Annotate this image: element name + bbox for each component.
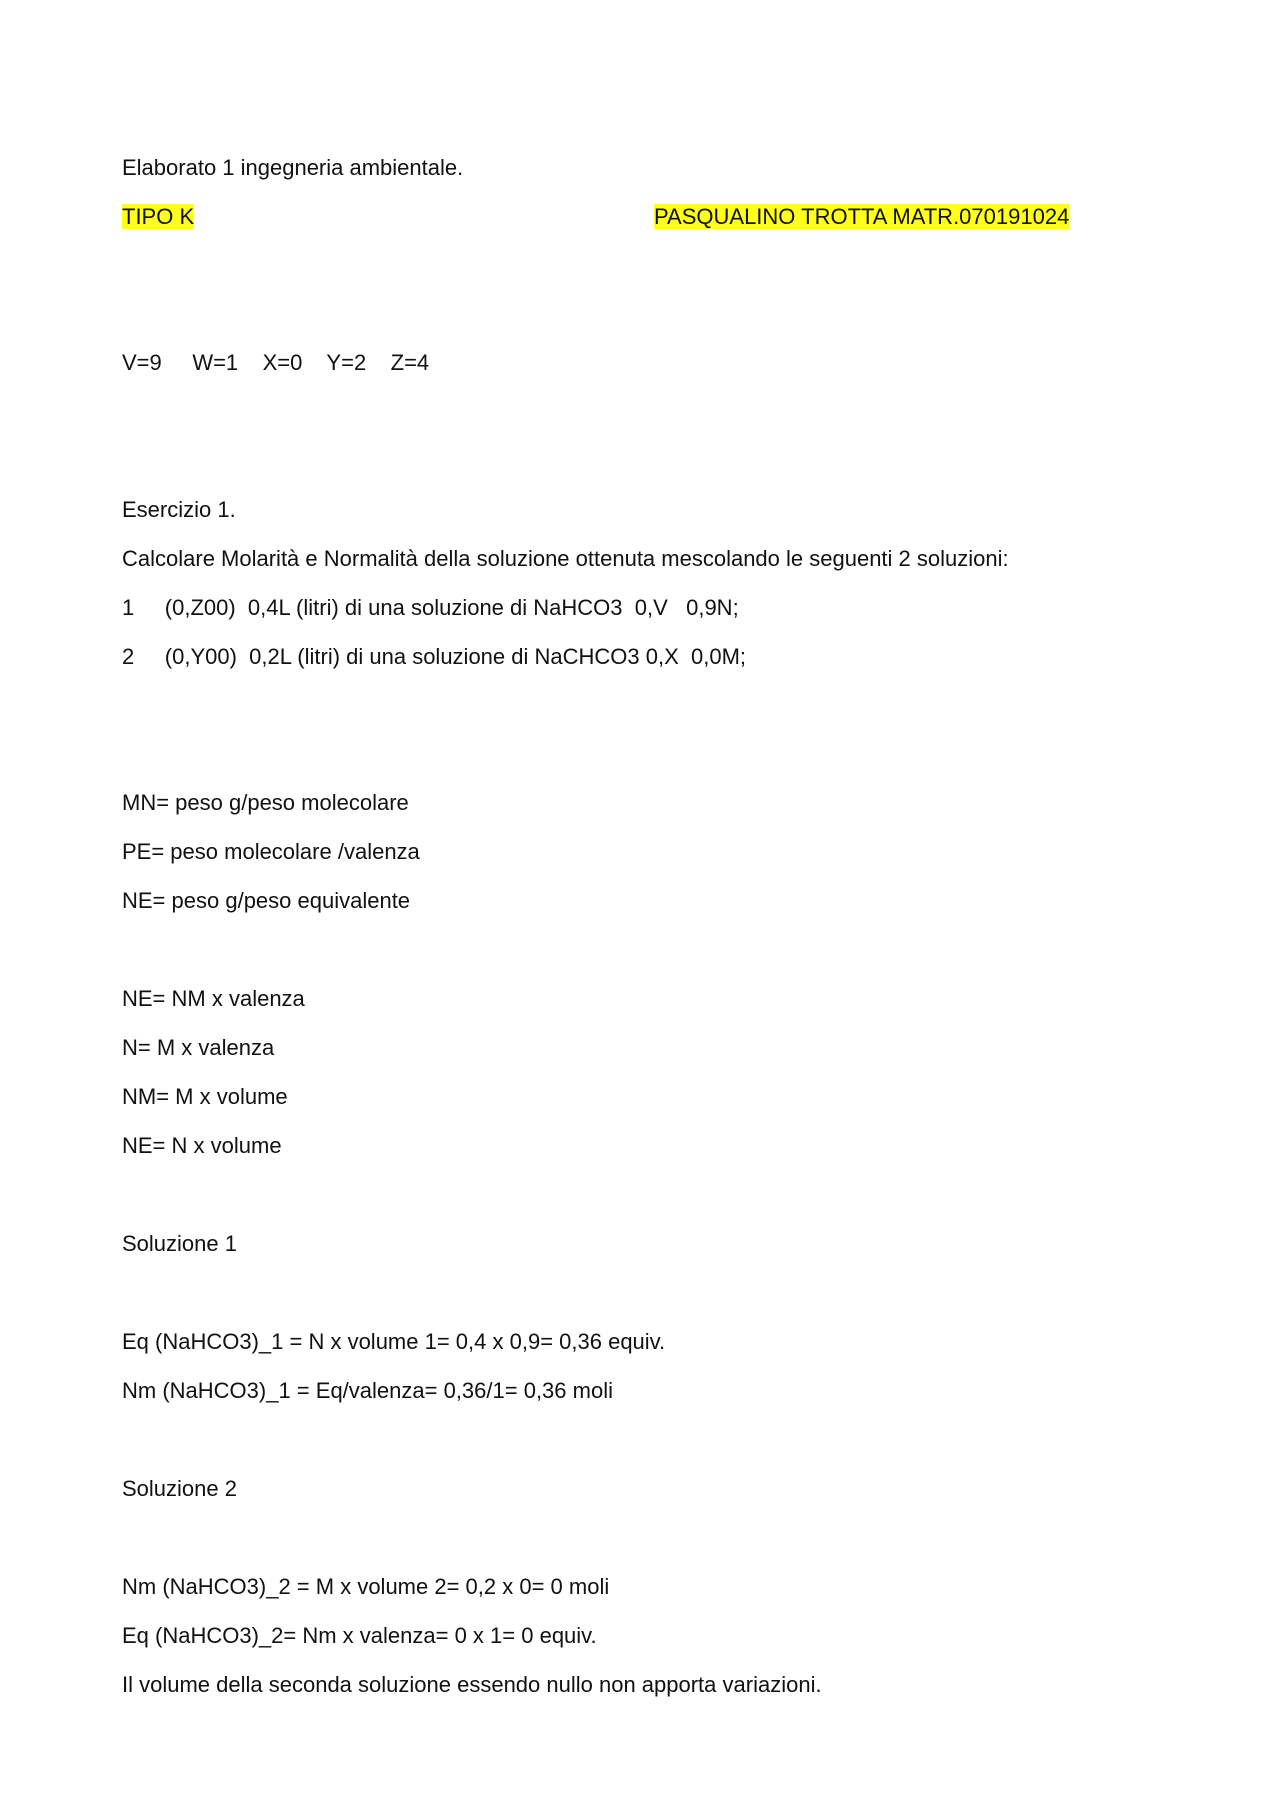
definition-mn: MN= peso g/peso molecolare — [122, 790, 409, 815]
tipo-highlight: TIPO K — [122, 204, 195, 229]
solution1-title: Soluzione 1 — [122, 1231, 237, 1256]
author-highlight: PASQUALINO TROTTA MATR.070191024 — [654, 204, 1070, 229]
author-label — [654, 203, 1069, 231]
definition-pe: PE= peso molecolare /valenza — [122, 839, 420, 864]
tipo-label — [122, 203, 194, 231]
solution2-eq: Eq (NaHCO3)_2= Nm x valenza= 0 x 1= 0 equiv. — [122, 1623, 597, 1648]
solution1-eq: Eq (NaHCO3)_1 = N x volume 1= 0,4 x 0,9= 0,36 equiv. — [122, 1329, 666, 1354]
solution2-nm: Nm (NaHCO3)_2 = M x volume 2= 0,2 x 0= 0 moli — [122, 1574, 610, 1599]
exercise-item-2: 2 (0,Y00) 0,2L (litri) di una soluzione di NaCHCO3 0,X 0,0M; — [122, 644, 747, 669]
relation-ne-volume: NE= N x volume — [122, 1133, 282, 1158]
relation-n: N= M x valenza — [122, 1035, 275, 1060]
variables-line: V=9 W=1 X=0 Y=2 Z=4 — [122, 350, 430, 375]
exercise-text: Calcolare Molarità e Normalità della soluzione ottenuta mescolando le seguenti 2 soluzioni: — [122, 546, 1009, 571]
solution2-title: Soluzione 2 — [122, 1476, 237, 1501]
document-title: Elaborato 1 ingegneria ambientale. — [122, 155, 464, 180]
definition-ne: NE= peso g/peso equivalente — [122, 888, 411, 913]
exercise-item-1: 1 (0,Z00) 0,4L (litri) di una soluzione di NaHCO3 0,V 0,9N; — [122, 595, 739, 620]
solution2-note: Il volume della seconda soluzione essendo nullo non apporta variazioni. — [122, 1672, 822, 1697]
relation-nm: NM= M x volume — [122, 1084, 288, 1109]
solution1-nm: Nm (NaHCO3)_1 = Eq/valenza= 0,36/1= 0,36 moli — [122, 1378, 613, 1403]
relation-ne: NE= NM x valenza — [122, 986, 305, 1011]
exercise-title: Esercizio 1. — [122, 497, 236, 522]
